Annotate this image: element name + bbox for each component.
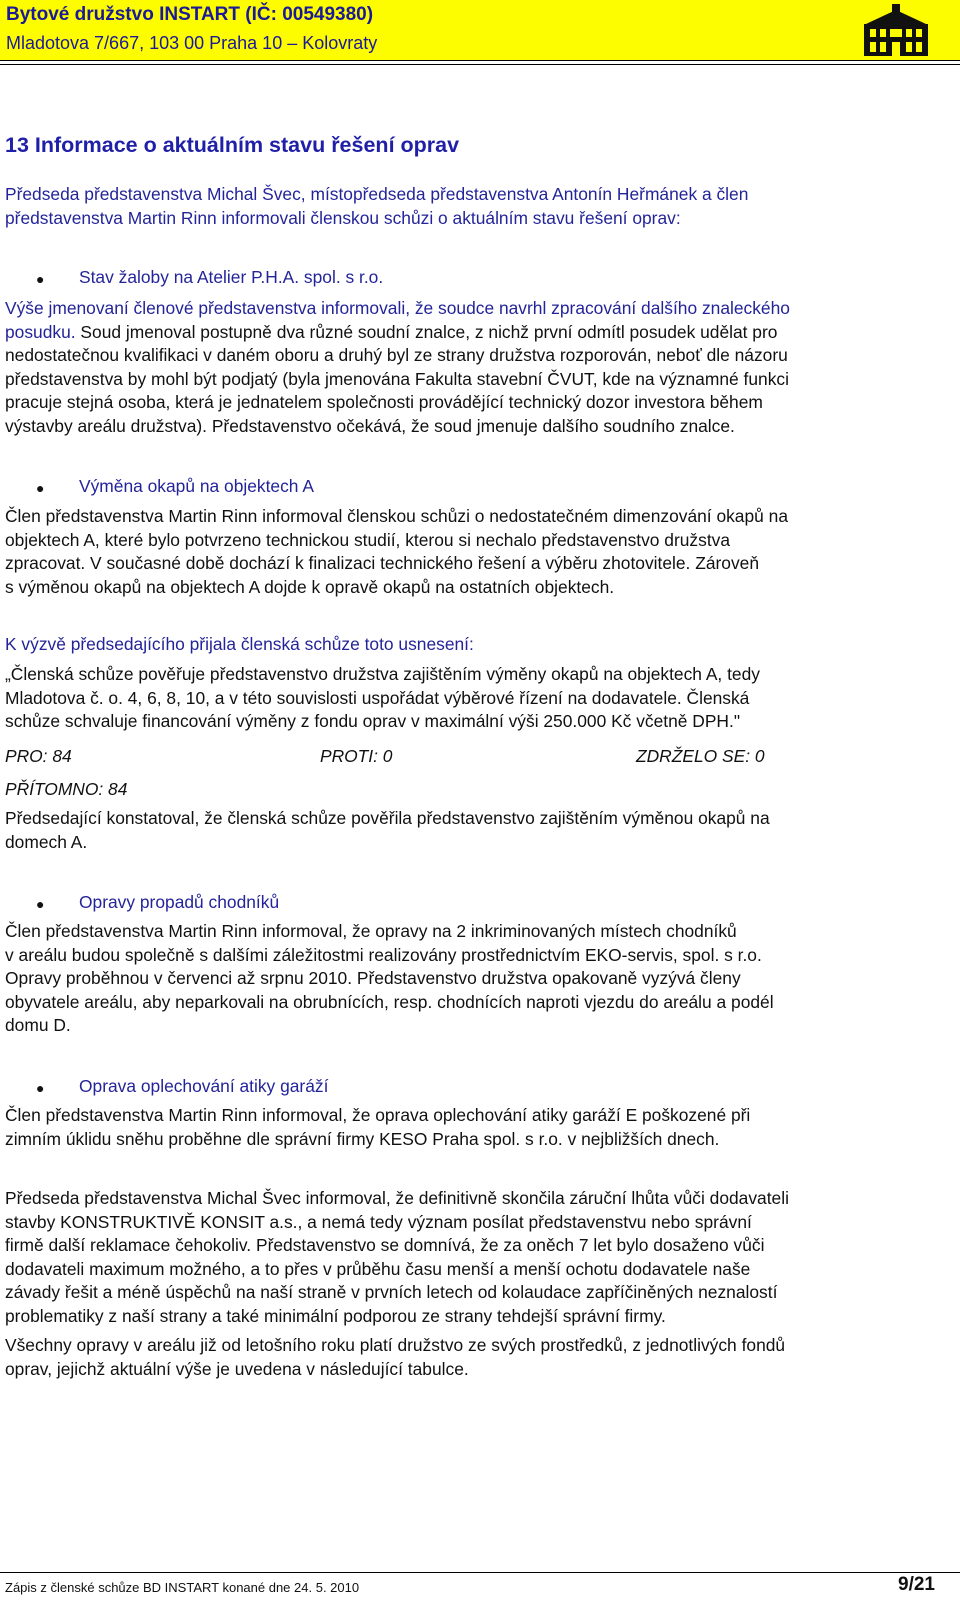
resolution-text: „Členská schůze pověřuje představenstvo družstva zajištěním výměny okapů na objektech A, tedy Mladotova č. o. 4, 6, 8, 10, a v této souvislosti uspořádat výběrové řízení na dodavatele. Členská schůze schvaluje financování výměny z fondu oprav v maximální výši 250.000 Kč včetně DPH." bbox=[5, 664, 760, 732]
bullet-icon: ● bbox=[36, 896, 45, 912]
funds-paragraph: Všechny opravy v areálu již od letošního roku platí družstvo ze svých prostředků, z jednotlivých fondů oprav, jejichž aktuální výše je uvedena v následující tabulce. bbox=[5, 1335, 786, 1379]
vote-proti: PROTI: 0 bbox=[320, 746, 393, 766]
vote-abstain: ZDRŽELO SE: 0 bbox=[636, 746, 765, 766]
lawsuit-paragraph: Výše jmenovaní členové představenstva informovali, že soudce navrhl zpracování dalšího znaleckého posudku. Soud jmenoval postupně dva různé soudní znalce, z nichž první odmítl posudek udělat pro nedostatečnou kvalifikaci v daném oboru a druhý byl ze strany družstva rozporován, neboť dle názoru představenstva by mohl být podjatý (byla jmenována Fakulta stavební ČVUT, kde na významné funkci pracuje stejná osoba, která je jednatelem společnosti provádějící technický dozor investora během výstavby areálu družstva). Představenstvo očekává, že soud jmenuje dalšího soudního znalce. bbox=[5, 298, 790, 436]
org-name: Bytové družstvo INSTART (IČ: 00549380) bbox=[6, 4, 374, 25]
bullet-gutters: Výměna okapů na objektech A bbox=[79, 476, 314, 496]
header-rule bbox=[0, 64, 960, 65]
bullet-icon: ● bbox=[36, 1080, 45, 1096]
intro-paragraph: Předseda představenstva Michal Švec, místopředseda představenstva Antonín Heřmánek a člen představenstva Martin Rinn informovali členskou schůzi o aktuálním stavu řešení oprav: bbox=[5, 184, 749, 228]
gutters-paragraph: Člen představenstva Martin Rinn informoval členskou schůzi o nedostatečném dimenzování okapů na objektech A, které bylo potvrzeno technickou studií, kterou si nechalo představenstvo družstva zpracovat. V současné době dochází k finalizaci technického řešení a výběru zhotovitele. Zároveň s výměnou okapů na objektech A dojde k opravě okapů na ostatních objektech. bbox=[5, 506, 789, 597]
page-number: 9/21 bbox=[898, 1574, 935, 1595]
bullet-lawsuit: Stav žaloby na Atelier P.H.A. spol. s r.o. bbox=[79, 267, 384, 287]
footer-rule bbox=[0, 1572, 960, 1573]
vote-pro: PRO: 84 bbox=[5, 746, 72, 766]
bullet-sidewalks: Opravy propadů chodníků bbox=[79, 892, 280, 912]
section-title: 13 Informace o aktuálním stavu řešení oprav bbox=[5, 133, 460, 157]
bullet-icon: ● bbox=[36, 271, 45, 287]
bullet-icon: ● bbox=[36, 480, 45, 496]
vote-present: PŘÍTOMNO: 84 bbox=[5, 779, 128, 799]
garage-paragraph: Člen představenstva Martin Rinn informoval, že oprava oplechování atiky garáží E poškozené při zimním úklidu sněhu proběhne dle správní firmy KESO Praha spol. s r.o. v nejbližších dnech. bbox=[5, 1105, 751, 1149]
building-logo-icon bbox=[862, 2, 930, 58]
resolution-intro: K výzvě předsedajícího přijala členská schůze toto usnesení: bbox=[5, 634, 474, 654]
bullet-garage: Oprava oplechování atiky garáží bbox=[79, 1076, 329, 1096]
warranty-paragraph: Předseda představenstva Michal Švec informoval, že definitivně skončila záruční lhůta vůči dodavateli stavby KONSTRUKTIVĚ KONSIT a.s., a nemá tedy význam posílat představenstvu nebo správní firmě další reklamace čehokoliv. Představenstvo se domnívá, že za oněch 7 let bylo dosaženo vůči dodavateli maximum možného, a to přes v průběhu času menší a menší ochotu dodavatele naše závady řešit a méně úspěchů na naší straně v prvních letech od kolaudace zapříčiněných neznalostí problematiky z naší strany a také minimální podporou ze strany tehdejší správní firmy. bbox=[5, 1188, 789, 1326]
sidewalks-paragraph: Člen představenstva Martin Rinn informoval, že opravy na 2 inkriminovaných místech chodníků v areálu budou společně s dalšími záležitostmi realizovány prostřednictvím EKO-servis, spol. s r.o. Opravy proběhnou v červenci až srpnu 2010. Představenstvo družstva opakovaně vyzývá členy obyvatele areálu, aby neparkovali na obrubnících, resp. chodnících naproti vjezdu do areálu a podél domu D. bbox=[5, 921, 774, 1036]
conclusion-paragraph: Předsedající konstatoval, že členská schůze pověřila představenstvo zajištěním výměnou okapů na domech A. bbox=[5, 808, 770, 852]
page-header bbox=[0, 0, 960, 61]
org-address: Mladotova 7/667, 103 00 Praha 10 – Kolovraty bbox=[6, 33, 378, 53]
footer-text: Zápis z členské schůze BD INSTART konané dne 24. 5. 2010 bbox=[5, 1580, 360, 1595]
